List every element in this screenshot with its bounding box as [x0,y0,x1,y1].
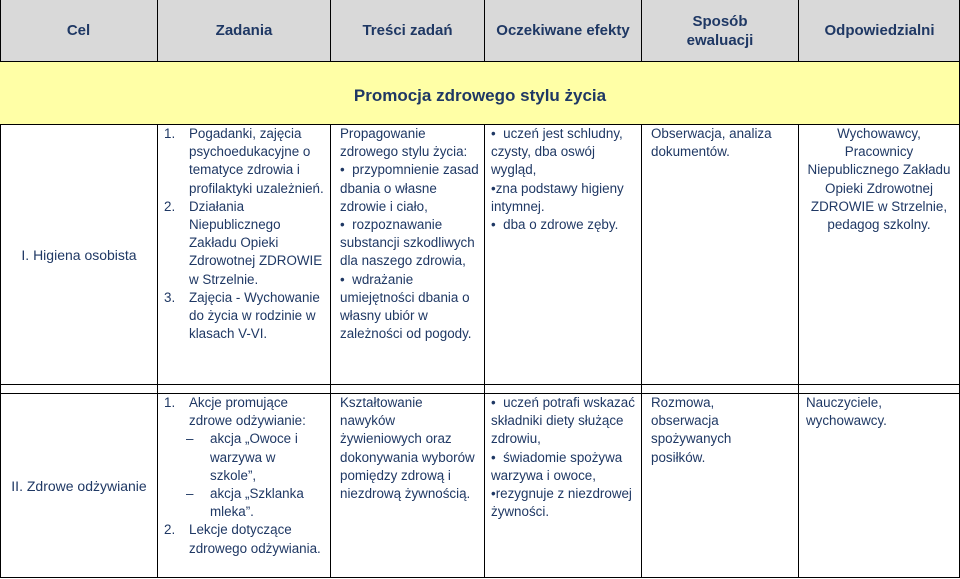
list-item [164,198,324,289]
content-bullet-text: wdrażanie umiejętności dbania o własny ubiór w zależności od pogody. [340,271,472,342]
subtask-text: akcja „Szklanka mleka”. [210,486,304,520]
grid-line [330,0,331,61]
grid-line [484,124,485,578]
grid-line [0,384,960,385]
list-item [164,521,324,557]
grid-line [0,61,960,62]
grid-line [0,577,960,578]
list-item [164,125,324,198]
grid-line [157,0,158,61]
header-zadania: Zadania [215,22,273,39]
effect-text: uczeń potrafi wskazać składniki diety służące zdrowiu, [491,395,635,447]
grid-line [798,0,799,61]
grid-line [798,124,799,578]
content-bullet-text: rozpoznawanie substancji szkodliwych dla naszego zdrowia, [340,217,475,269]
effect-text: dba o zdrowe zęby. [503,217,619,233]
bullet-symbol: • [491,449,496,465]
row2-category: II. Zdrowe odżywianie [11,477,147,494]
list-item [491,449,637,485]
grid-line [484,0,485,61]
list-item [164,394,324,430]
task-text: Pogadanki, zajęcia psychoedukacyjne o tematyce zdrowia i profilaktyki uzależnień. [189,126,324,196]
grid-line [641,0,642,61]
bullet-symbol: • [491,126,496,141]
task-text: Działania Niepublicznego Zakładu Opieki Zdrowotnej ZDROWIE w Strzelnie. [189,198,323,287]
grid-line [0,0,1,61]
header-sposob-ewaluacji: Sposób ewaluacji [686,12,754,49]
bullet-symbol: • [491,180,496,196]
list-item [491,180,637,216]
list-item [491,216,637,234]
list-item [491,485,637,521]
row1-tasks [164,125,324,343]
bullet-symbol: • [340,271,345,287]
task-number: 3. [164,289,176,305]
row2-effects [491,394,637,521]
effect-text: zna podstawy higieny intymnej. [491,180,624,214]
bullet-symbol: • [491,217,496,233]
effect-text: rezygnuje z niezdrowej żywności. [491,486,632,520]
dash-symbol: – [186,431,194,447]
row2-responsible: Nauczyciele, wychowawcy. [806,395,887,429]
list-item [164,485,324,521]
content-intro: Propagowanie zdrowego stylu życia: [340,126,468,160]
row1-category: I. Higiena osobista [21,246,137,263]
content-bullet-text: przypomnienie zasad dbania o własne zdrowie i ciało, [340,162,479,214]
row1-evaluation: Obserwacja, analiza dokumentów. [651,126,772,160]
grid-line [641,124,642,578]
header-cel: Cel [66,22,91,39]
task-number: 1. [164,126,176,141]
grid-line [330,124,331,578]
list-item [491,125,637,180]
list-item [340,216,480,271]
effect-text: świadomie spożywa warzywa i owoce, [491,449,623,483]
task-text: Zajęcia - Wychowanie do życia w rodzinie w klasach V-VI. [189,289,320,342]
bullet-symbol: • [340,162,345,178]
row2-tasks [164,394,324,558]
list-item [340,271,480,344]
row2-evaluation: Rozmowa, obserwacja spożywanych posiłków. [651,395,732,465]
list-item [340,161,480,216]
row1-effects [491,125,637,234]
header-odpowiedzialni: Odpowiedzialni [824,22,935,39]
task-number: 2. [164,198,176,214]
row1-responsible: Wychowawcy, Pracownicy Niepublicznego Zakładu Opieki Zdrowotnej ZDROWIE w Strzelnie, pedagog szkolny. [807,126,951,233]
header-tresci-zadan: Treści zadań [362,22,453,39]
section-title: Promocja zdrowego stylu życia [353,86,607,105]
list-item [164,289,324,344]
list-item [164,430,324,485]
subtask-text: akcja „Owoce i warzywa w szkole”, [210,431,298,483]
row2-content: Kształtowanie nawyków żywieniowych oraz dokonywania wyborów pomiędzy zdrową i niezdrową żywnością. [340,395,475,502]
task-number: 1. [164,395,176,410]
dash-symbol: – [186,486,194,502]
row1-content [340,125,480,343]
bullet-symbol: • [491,486,496,502]
grid-line [157,124,158,578]
bullet-symbol: • [491,395,496,410]
bullet-symbol: • [340,217,345,233]
task-text: Lekcje dotyczące zdrowego odżywiania. [189,522,321,556]
list-item [491,394,637,449]
task-text: Akcje promujące zdrowe odżywianie: [189,395,306,429]
effect-text: uczeń jest schludny, czysty, dba oswój wygląd, [491,126,623,178]
task-number: 2. [164,522,176,538]
header-oczekiwane-efekty: Oczekiwane efekty [496,22,630,39]
